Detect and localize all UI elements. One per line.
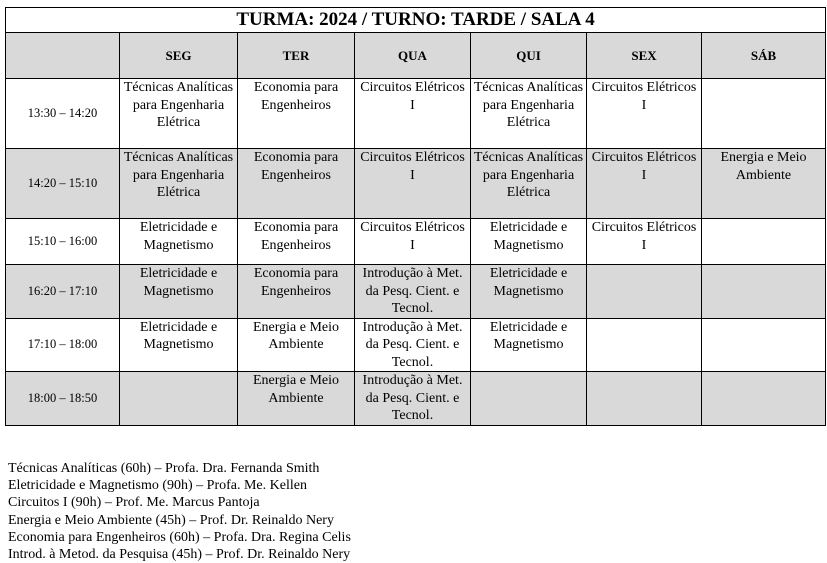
class-cell: Introdução à Met. da Pesq. Cient. e Tecnol. — [355, 318, 471, 372]
class-cell: Circuitos Elétricos I — [587, 219, 702, 265]
class-cell: Energia e Meio Ambiente — [238, 372, 355, 426]
professor-legend — [8, 460, 351, 563]
day-header: SÁB — [702, 33, 826, 79]
corner-cell — [6, 33, 120, 79]
schedule-row — [6, 265, 826, 319]
schedule-row — [6, 318, 826, 372]
schedule-title: TURMA: 2024 / TURNO: TARDE / SALA 4 — [6, 8, 826, 33]
class-cell: Introdução à Met. da Pesq. Cient. e Tecnol. — [355, 265, 471, 319]
class-cell: Circuitos Elétricos I — [355, 79, 471, 149]
class-cell: Eletricidade e Magnetismo — [120, 265, 238, 319]
class-cell: Eletricidade e Magnetismo — [471, 318, 587, 372]
class-cell — [702, 219, 826, 265]
legend-item: Eletricidade e Magnetismo (90h) – Profa. Me. Kellen — [8, 478, 307, 494]
class-cell — [702, 265, 826, 319]
time-slot: 17:10 – 18:00 — [6, 318, 120, 372]
schedule-row — [6, 372, 826, 426]
day-header: TER — [238, 33, 355, 79]
class-cell: Circuitos Elétricos I — [587, 79, 702, 149]
class-cell: Economia para Engenheiros — [238, 219, 355, 265]
class-cell: Economia para Engenheiros — [238, 265, 355, 319]
class-cell — [471, 372, 587, 426]
class-cell: Energia e Meio Ambiente — [238, 318, 355, 372]
class-cell: Introdução à Met. da Pesq. Cient. e Tecnol. — [355, 372, 471, 426]
day-header: QUA — [355, 33, 471, 79]
time-slot: 13:30 – 14:20 — [6, 79, 120, 149]
legend-item: Circuitos I (90h) – Prof. Me. Marcus Pantoja — [8, 495, 260, 511]
class-cell — [702, 372, 826, 426]
time-slot: 15:10 – 16:00 — [6, 219, 120, 265]
time-slot: 18:00 – 18:50 — [6, 372, 120, 426]
legend-item: Introd. à Metod. da Pesquisa (45h) – Prof. Dr. Reinaldo Nery — [8, 547, 351, 563]
class-cell: Energia e Meio Ambiente — [702, 149, 826, 219]
class-cell: Eletricidade e Magnetismo — [120, 318, 238, 372]
schedule-row — [6, 219, 826, 265]
class-cell: Técnicas Analíticas para Engenharia Elétrica — [471, 149, 587, 219]
legend-item: Economia para Engenheiros (60h) – Profa. Dra. Regina Celis — [8, 529, 351, 545]
class-cell — [587, 318, 702, 372]
legend-item: Técnicas Analíticas (60h) – Profa. Dra. Fernanda Smith — [8, 461, 320, 476]
schedule-row — [6, 79, 826, 149]
class-cell — [587, 372, 702, 426]
day-header-row — [6, 33, 826, 79]
schedule-table — [5, 7, 826, 426]
class-cell — [702, 318, 826, 372]
class-cell: Eletricidade e Magnetismo — [471, 219, 587, 265]
class-cell: Economia para Engenheiros — [238, 149, 355, 219]
time-slot: 16:20 – 17:10 — [6, 265, 120, 319]
day-header: SEG — [120, 33, 238, 79]
class-cell: Circuitos Elétricos I — [355, 149, 471, 219]
schedule-row — [6, 149, 826, 219]
time-slot: 14:20 – 15:10 — [6, 149, 120, 219]
class-cell — [587, 265, 702, 319]
day-header: SEX — [587, 33, 702, 79]
class-cell: Eletricidade e Magnetismo — [120, 219, 238, 265]
class-cell — [120, 372, 238, 426]
legend-item: Energia e Meio Ambiente (45h) – Prof. Dr. Reinaldo Nery — [8, 512, 334, 528]
class-cell: Circuitos Elétricos I — [587, 149, 702, 219]
class-cell: Circuitos Elétricos I — [355, 219, 471, 265]
class-cell: Economia para Engenheiros — [238, 79, 355, 149]
class-cell: Técnicas Analíticas para Engenharia Elétrica — [120, 79, 238, 149]
class-cell — [702, 79, 826, 149]
class-cell: Técnicas Analíticas para Engenharia Elétrica — [120, 149, 238, 219]
class-cell: Eletricidade e Magnetismo — [471, 265, 587, 319]
class-cell: Técnicas Analíticas para Engenharia Elétrica — [471, 79, 587, 149]
day-header: QUI — [471, 33, 587, 79]
